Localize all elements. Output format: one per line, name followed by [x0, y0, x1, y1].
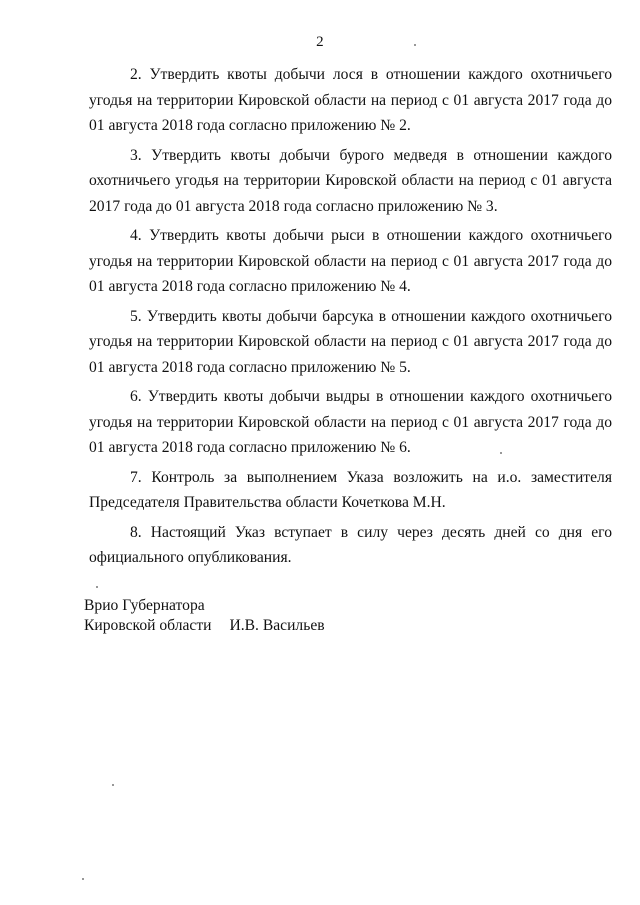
scan-speck — [96, 586, 98, 588]
decree-body — [89, 62, 612, 575]
paragraph-item-4: 4. Утвердить квоты добычи рыси в отношении каждого охотничьего угодья на территории Кировской области на период с 01 августа 2017 года до 01 августа 2018 года согласно приложению № 4. — [89, 227, 612, 295]
signature-position-line1: Врио Губернатора — [84, 597, 205, 614]
paragraph-item-2: 2. Утвердить квоты добычи лося в отношении каждого охотничьего угодья на территории Кировской области на период с 01 августа 2017 года до 01 августа 2018 года согласно приложению № 2. — [89, 66, 612, 134]
scan-speck — [82, 878, 84, 880]
signature-position-line2 — [84, 616, 325, 636]
scan-speck — [112, 784, 114, 786]
signature-name: И.В. Васильев — [229, 617, 325, 634]
paragraph-item-8: 8. Настоящий Указ вступает в силу через десять дней со дня его официального опубликования. — [89, 523, 612, 566]
paragraph-item-7: 7. Контроль за выполнением Указа возложить на и.о. заместителя Председателя Правительства области Кочеткова М.Н. — [89, 468, 612, 511]
signature-block — [84, 596, 325, 636]
paragraph-item-6: 6. Утвердить квоты добычи выдры в отношении каждого охотничьего угодья на территории Кировской области на период с 01 августа 2017 года до 01 августа 2018 года согласно приложению № 6. — [89, 388, 612, 456]
page-number: 2 — [316, 34, 324, 50]
paragraph-item-3: 3. Утвердить квоты добычи бурого медведя в отношении каждого охотничьего угодья на территории Кировской области на период с 01 августа 2017 года до 01 августа 2018 года согласно приложению № 3. — [89, 146, 612, 215]
scan-speck — [500, 452, 502, 454]
signature-region: Кировской области — [84, 617, 212, 634]
scan-speck — [414, 44, 416, 46]
paragraph-item-5: 5. Утвердить квоты добычи барсука в отношении каждого охотничьего угодья на территории Кировской области на период с 01 августа 2017 года до 01 августа 2018 года согласно приложению № 5. — [89, 307, 612, 376]
